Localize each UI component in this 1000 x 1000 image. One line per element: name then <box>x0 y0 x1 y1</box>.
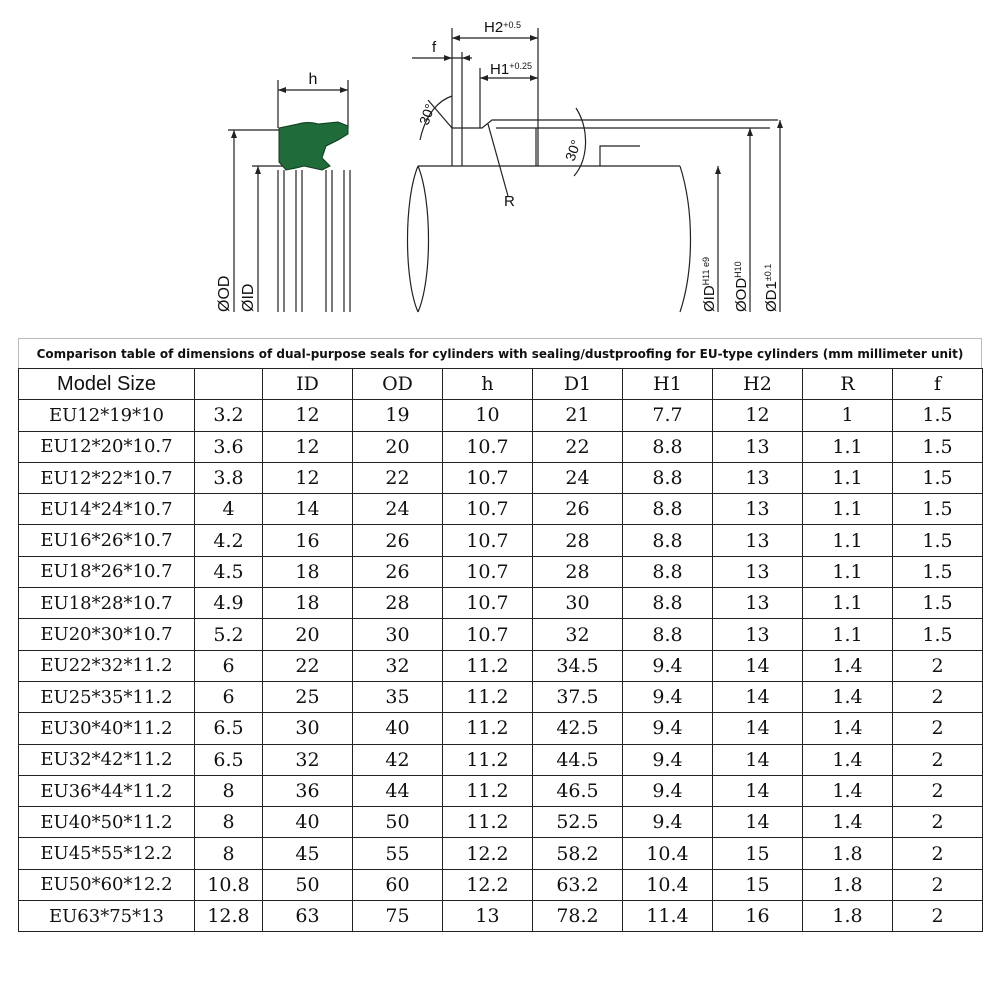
table-cell: 2 <box>893 681 983 712</box>
table-cell: 30 <box>533 588 623 619</box>
table-cell: 3.2 <box>195 400 263 431</box>
table-cell: 9.4 <box>623 713 713 744</box>
table-row <box>19 713 983 744</box>
table-cell: 14 <box>713 744 803 775</box>
table-cell: 2 <box>893 713 983 744</box>
table-cell: 13 <box>713 525 803 556</box>
table-cell: 45 <box>263 838 353 869</box>
table-cell: 26 <box>353 525 443 556</box>
table-cell: 1.1 <box>803 588 893 619</box>
table-row <box>19 838 983 869</box>
table-cell: 1.5 <box>893 400 983 431</box>
table-cell: 78.2 <box>533 901 623 932</box>
table-cell: 42.5 <box>533 713 623 744</box>
table-cell: 2 <box>893 807 983 838</box>
table-cell: 9.4 <box>623 807 713 838</box>
table-cell: 63 <box>263 901 353 932</box>
table-cell: 6 <box>195 681 263 712</box>
table-cell: 1.5 <box>893 556 983 587</box>
table-cell: 21 <box>533 400 623 431</box>
model-size-cell: EU50*60*12.2 <box>19 869 195 900</box>
table-cell: 8.8 <box>623 525 713 556</box>
table-cell: 1.4 <box>803 744 893 775</box>
table-row <box>19 744 983 775</box>
table-cell: 4.2 <box>195 525 263 556</box>
table-cell: 13 <box>713 462 803 493</box>
model-size-cell: EU18*26*10.7 <box>19 556 195 587</box>
table-cell: 16 <box>263 525 353 556</box>
table-cell: 1.8 <box>803 838 893 869</box>
table-cell: 1.8 <box>803 869 893 900</box>
table-cell: 12.8 <box>195 901 263 932</box>
table-caption: Comparison table of dimensions of dual-purpose seals for cylinders with sealing/dustproofing for EU-type cylinders (mm millimeter unit) <box>18 338 982 368</box>
table-cell: 22 <box>263 650 353 681</box>
table-cell: 6.5 <box>195 744 263 775</box>
table-cell: 30 <box>353 619 443 650</box>
table-row <box>19 588 983 619</box>
table-cell: 1.5 <box>893 431 983 462</box>
table-cell: 22 <box>533 431 623 462</box>
table-cell: 50 <box>263 869 353 900</box>
model-size-cell: EU25*35*11.2 <box>19 681 195 712</box>
table-cell: 13 <box>713 556 803 587</box>
table-cell: 32 <box>353 650 443 681</box>
column-header: R <box>803 369 893 400</box>
table-cell: 1.1 <box>803 494 893 525</box>
seal-profile <box>279 122 348 170</box>
table-row <box>19 650 983 681</box>
table-cell: 2 <box>893 775 983 806</box>
table-cell: 10.7 <box>443 556 533 587</box>
table-cell: 37.5 <box>533 681 623 712</box>
table-cell: 1.4 <box>803 650 893 681</box>
rod-od-label: $ØOD^{H10}$ <box>733 261 750 312</box>
table-cell: 1.4 <box>803 681 893 712</box>
table-cell: 11.2 <box>443 744 533 775</box>
table-cell: 14 <box>713 713 803 744</box>
table-cell: 5.2 <box>195 619 263 650</box>
table-cell: 8 <box>195 775 263 806</box>
table-cell: 4.9 <box>195 588 263 619</box>
table-cell: 3.6 <box>195 431 263 462</box>
table-cell: 10.8 <box>195 869 263 900</box>
table-row <box>19 400 983 431</box>
model-size-cell: EU16*26*10.7 <box>19 525 195 556</box>
table-cell: 2 <box>893 901 983 932</box>
table-cell: 12 <box>263 400 353 431</box>
table-cell: 14 <box>263 494 353 525</box>
table-cell: 1.5 <box>893 588 983 619</box>
table-cell: 12 <box>263 431 353 462</box>
column-header: Model Size <box>19 369 195 400</box>
table-cell: 14 <box>713 681 803 712</box>
column-header: f <box>893 369 983 400</box>
table-cell: 18 <box>263 556 353 587</box>
column-header: D1 <box>533 369 623 400</box>
seal-dimension-diagram <box>0 0 1000 336</box>
table-cell: 13 <box>443 901 533 932</box>
table-header-row <box>19 369 983 400</box>
table-cell: 11.2 <box>443 775 533 806</box>
model-size-cell: EU40*50*11.2 <box>19 807 195 838</box>
table-cell: 40 <box>263 807 353 838</box>
column-header: h <box>443 369 533 400</box>
column-header: H1 <box>623 369 713 400</box>
cylinder-drawing <box>408 28 784 312</box>
table-row <box>19 525 983 556</box>
seal-cross-section <box>228 80 350 312</box>
rod-id-label: $ØID^{H11 e9}$ <box>701 256 718 312</box>
model-size-cell: EU20*30*10.7 <box>19 619 195 650</box>
r-label: R <box>504 193 515 210</box>
model-size-cell: EU32*42*11.2 <box>19 744 195 775</box>
model-size-cell: EU18*28*10.7 <box>19 588 195 619</box>
table-cell: 20 <box>353 431 443 462</box>
table-cell: 15 <box>713 838 803 869</box>
table-cell: 8.8 <box>623 619 713 650</box>
dimension-table <box>18 368 983 932</box>
table-cell: 52.5 <box>533 807 623 838</box>
h1-label: $H1^{+0.25}$ <box>490 61 532 78</box>
table-cell: 24 <box>533 462 623 493</box>
table-cell: 2 <box>893 744 983 775</box>
table-cell: 44.5 <box>533 744 623 775</box>
table-cell: 7.7 <box>623 400 713 431</box>
table-cell: 6 <box>195 650 263 681</box>
od-label: ØOD <box>216 275 233 312</box>
table-cell: 12 <box>713 400 803 431</box>
model-size-cell: EU12*20*10.7 <box>19 431 195 462</box>
table-cell: 12 <box>263 462 353 493</box>
table-cell: 8.8 <box>623 462 713 493</box>
table-cell: 3.8 <box>195 462 263 493</box>
table-cell: 10.7 <box>443 619 533 650</box>
table-cell: 12.2 <box>443 838 533 869</box>
table-cell: 10.7 <box>443 525 533 556</box>
table-cell: 1.1 <box>803 525 893 556</box>
model-size-cell: EU12*22*10.7 <box>19 462 195 493</box>
table-cell: 11.2 <box>443 681 533 712</box>
table-cell: 1.4 <box>803 713 893 744</box>
table-cell: 24 <box>353 494 443 525</box>
rod-d1-label: $ØD1^{\pm 0.1}$ <box>763 263 780 312</box>
model-size-cell: EU14*24*10.7 <box>19 494 195 525</box>
table-cell: 1.1 <box>803 556 893 587</box>
table-cell: 32 <box>533 619 623 650</box>
table-cell: 35 <box>353 681 443 712</box>
table-cell: 12.2 <box>443 869 533 900</box>
model-size-cell: EU22*32*11.2 <box>19 650 195 681</box>
table-cell: 1.4 <box>803 807 893 838</box>
table-cell: 1.1 <box>803 619 893 650</box>
table-cell: 10 <box>443 400 533 431</box>
table-cell: 8 <box>195 807 263 838</box>
table-cell: 58.2 <box>533 838 623 869</box>
table-cell: 60 <box>353 869 443 900</box>
table-cell: 25 <box>263 681 353 712</box>
angle-left-label: 30° <box>415 101 439 128</box>
table-cell: 11.2 <box>443 713 533 744</box>
table-cell: 1.5 <box>893 619 983 650</box>
table-cell: 1.5 <box>893 462 983 493</box>
table-cell: 26 <box>533 494 623 525</box>
table-cell: 9.4 <box>623 650 713 681</box>
table-cell: 10.7 <box>443 431 533 462</box>
table-cell: 8.8 <box>623 556 713 587</box>
table-cell: 9.4 <box>623 744 713 775</box>
table-cell: 1 <box>803 400 893 431</box>
table-cell: 14 <box>713 775 803 806</box>
table-cell: 13 <box>713 588 803 619</box>
column-header: ID <box>263 369 353 400</box>
table-cell: 8.8 <box>623 588 713 619</box>
table-cell: 26 <box>353 556 443 587</box>
model-size-cell: EU30*40*11.2 <box>19 713 195 744</box>
table-cell: 2 <box>893 650 983 681</box>
table-cell: 13 <box>713 431 803 462</box>
table-cell: 9.4 <box>623 775 713 806</box>
model-size-cell: EU63*75*13 <box>19 901 195 932</box>
table-row <box>19 901 983 932</box>
table-row <box>19 681 983 712</box>
table-cell: 10.4 <box>623 838 713 869</box>
model-size-cell: EU45*55*12.2 <box>19 838 195 869</box>
f-label: f <box>432 39 437 56</box>
table-cell: 30 <box>263 713 353 744</box>
table-cell: 20 <box>263 619 353 650</box>
table-cell: 32 <box>263 744 353 775</box>
table-cell: 14 <box>713 650 803 681</box>
table-cell: 4.5 <box>195 556 263 587</box>
table-row <box>19 869 983 900</box>
table-cell: 19 <box>353 400 443 431</box>
table-cell: 44 <box>353 775 443 806</box>
table-cell: 1.5 <box>893 494 983 525</box>
table-row <box>19 807 983 838</box>
table-cell: 11.2 <box>443 650 533 681</box>
table-cell: 8.8 <box>623 431 713 462</box>
table-cell: 6.5 <box>195 713 263 744</box>
table-cell: 63.2 <box>533 869 623 900</box>
table-cell: 8.8 <box>623 494 713 525</box>
table-cell: 15 <box>713 869 803 900</box>
table-row <box>19 462 983 493</box>
table-cell: 1.8 <box>803 901 893 932</box>
table-cell: 28 <box>533 525 623 556</box>
id-label: ØID <box>240 283 257 312</box>
table-cell: 1.1 <box>803 462 893 493</box>
table-cell: 28 <box>353 588 443 619</box>
angle-right-label: 30° <box>561 137 585 164</box>
table-cell: 8 <box>195 838 263 869</box>
column-header <box>195 369 263 400</box>
table-cell: 13 <box>713 619 803 650</box>
table-cell: 1.5 <box>893 525 983 556</box>
table-cell: 36 <box>263 775 353 806</box>
table-cell: 9.4 <box>623 681 713 712</box>
model-size-cell: EU12*19*10 <box>19 400 195 431</box>
table-cell: 2 <box>893 869 983 900</box>
table-cell: 11.2 <box>443 807 533 838</box>
table-cell: 2 <box>893 838 983 869</box>
table-cell: 34.5 <box>533 650 623 681</box>
table-cell: 4 <box>195 494 263 525</box>
table-cell: 22 <box>353 462 443 493</box>
table-cell: 14 <box>713 807 803 838</box>
h2-label: $H2^{+0.5}$ <box>484 19 521 36</box>
table-cell: 1.4 <box>803 775 893 806</box>
table-cell: 1.1 <box>803 431 893 462</box>
table-cell: 10.7 <box>443 588 533 619</box>
table-cell: 13 <box>713 494 803 525</box>
table-cell: 18 <box>263 588 353 619</box>
table-cell: 42 <box>353 744 443 775</box>
table-cell: 40 <box>353 713 443 744</box>
table-cell: 50 <box>353 807 443 838</box>
table-row <box>19 619 983 650</box>
h-label: h <box>308 71 318 88</box>
table-cell: 46.5 <box>533 775 623 806</box>
table-row <box>19 494 983 525</box>
table-cell: 10.7 <box>443 494 533 525</box>
table-cell: 55 <box>353 838 443 869</box>
table-cell: 10.7 <box>443 462 533 493</box>
model-size-cell: EU36*44*11.2 <box>19 775 195 806</box>
table-cell: 11.4 <box>623 901 713 932</box>
column-header: H2 <box>713 369 803 400</box>
column-header: OD <box>353 369 443 400</box>
table-cell: 10.4 <box>623 869 713 900</box>
table-row <box>19 556 983 587</box>
table-row <box>19 775 983 806</box>
table-cell: 28 <box>533 556 623 587</box>
table-row <box>19 431 983 462</box>
table-cell: 75 <box>353 901 443 932</box>
table-cell: 16 <box>713 901 803 932</box>
